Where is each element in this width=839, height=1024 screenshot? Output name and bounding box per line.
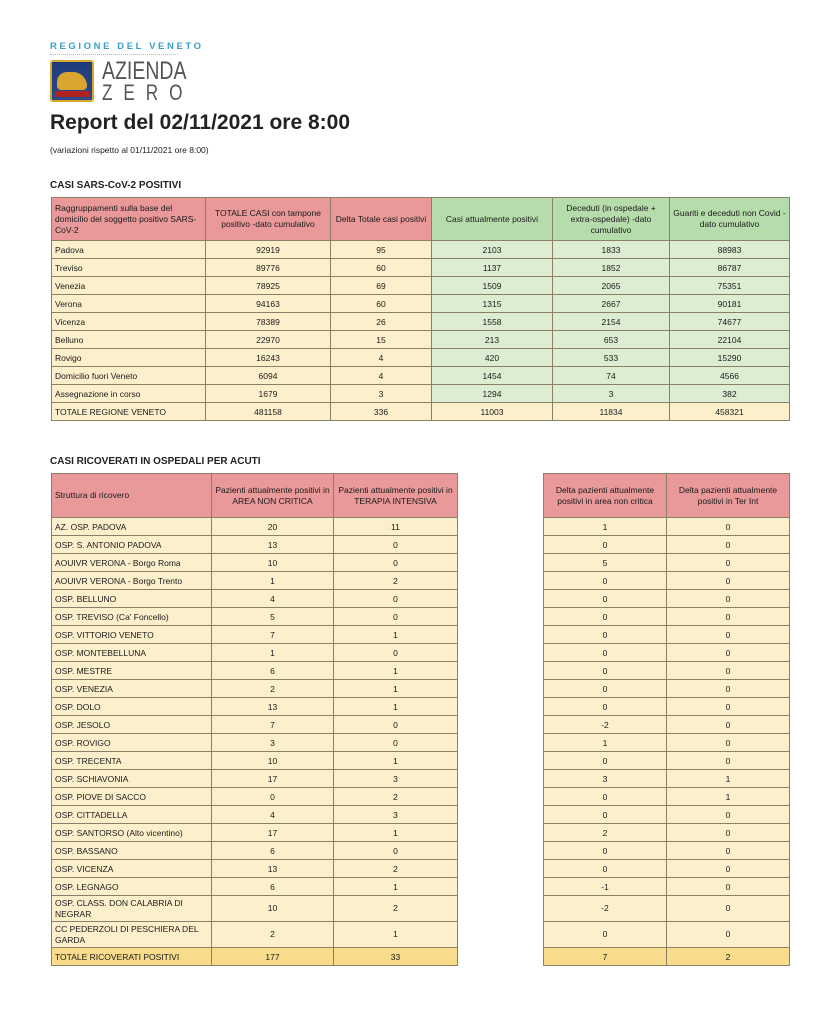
row-label: Belluno <box>52 331 206 349</box>
cell-value: 3 <box>331 385 432 403</box>
table-row <box>52 644 458 662</box>
cell-value: 1315 <box>432 295 553 313</box>
cell-value: 92919 <box>206 241 331 259</box>
cell-value: 0 <box>334 590 458 608</box>
cell-value: 1 <box>334 680 458 698</box>
cell-value: 2154 <box>553 313 670 331</box>
row-label: OSP. MESTRE <box>52 662 212 680</box>
cell-value: 1509 <box>432 277 553 295</box>
row-label: OSP. CLASS. DON CALABRIA DI NEGRAR <box>52 896 212 922</box>
table-row <box>52 734 458 752</box>
cell-value: 10 <box>212 896 334 922</box>
col-header: Guariti e deceduti non Covid - dato cumulativo <box>670 198 790 241</box>
cell-value: 22104 <box>670 331 790 349</box>
table-row <box>52 752 458 770</box>
cell-value: 95 <box>331 241 432 259</box>
delta-value: 0 <box>544 860 667 878</box>
table-row <box>544 518 790 536</box>
cell-value: 2 <box>334 860 458 878</box>
row-label: AOUIVR VERONA - Borgo Roma <box>52 554 212 572</box>
cell-value: 1 <box>212 572 334 590</box>
section-title-ricoverati: CASI RICOVERATI IN OSPEDALI PER ACUTI <box>50 456 261 467</box>
delta-value: 0 <box>667 572 790 590</box>
cell-value: 10 <box>212 752 334 770</box>
cell-value: 11003 <box>432 403 553 421</box>
row-label: OSP. PIOVE DI SACCO <box>52 788 212 806</box>
table-row <box>544 590 790 608</box>
cell-value: 2 <box>334 572 458 590</box>
table-row <box>52 680 458 698</box>
delta-value: 0 <box>667 644 790 662</box>
cell-value: 60 <box>331 295 432 313</box>
delta-value: 0 <box>667 536 790 554</box>
delta-value: 0 <box>544 698 667 716</box>
lion-emblem-icon <box>50 60 94 102</box>
table-row <box>544 680 790 698</box>
row-label: OSP. TRECENTA <box>52 752 212 770</box>
section-title-positivi: CASI SARS-CoV-2 POSITIVI <box>50 180 182 191</box>
table-row <box>52 331 790 349</box>
delta-value: 2 <box>667 948 790 966</box>
row-label: OSP. VICENZA <box>52 860 212 878</box>
table-row <box>544 662 790 680</box>
table-row <box>52 385 790 403</box>
cell-value: 213 <box>432 331 553 349</box>
delta-value: 0 <box>667 842 790 860</box>
delta-value: 0 <box>667 824 790 842</box>
cell-value: 26 <box>331 313 432 331</box>
cell-value: 7 <box>212 716 334 734</box>
delta-value: 1 <box>667 770 790 788</box>
table-row <box>52 277 790 295</box>
delta-value: 2 <box>544 824 667 842</box>
row-label: OSP. SANTORSO (Alto vicentino) <box>52 824 212 842</box>
cell-value: 1 <box>334 824 458 842</box>
table-row <box>52 716 458 734</box>
delta-value: 0 <box>667 608 790 626</box>
cell-value: 382 <box>670 385 790 403</box>
cell-value: 2 <box>334 788 458 806</box>
row-label: AOUIVR VERONA - Borgo Trento <box>52 572 212 590</box>
cell-value: 0 <box>334 842 458 860</box>
delta-value: 0 <box>544 680 667 698</box>
table-row <box>52 662 458 680</box>
cell-value: 2 <box>212 922 334 948</box>
cell-value: 653 <box>553 331 670 349</box>
delta-value: 0 <box>667 698 790 716</box>
row-label: OSP. BASSANO <box>52 842 212 860</box>
row-label: OSP. MONTEBELLUNA <box>52 644 212 662</box>
delta-value: 0 <box>544 752 667 770</box>
table-row <box>544 770 790 788</box>
table-row <box>544 752 790 770</box>
row-label: OSP. LEGNAGO <box>52 878 212 896</box>
cell-value: 6 <box>212 662 334 680</box>
table-row <box>52 572 458 590</box>
table-row <box>544 824 790 842</box>
cell-value: 13 <box>212 698 334 716</box>
table-row <box>544 922 790 948</box>
cell-value: 90181 <box>670 295 790 313</box>
cell-value: 1 <box>334 752 458 770</box>
row-label: TOTALE RICOVERATI POSITIVI <box>52 948 212 966</box>
total-row <box>52 948 458 966</box>
cell-value: 0 <box>334 734 458 752</box>
cell-value: 1 <box>334 922 458 948</box>
delta-value: 0 <box>667 752 790 770</box>
cell-value: 10 <box>212 554 334 572</box>
cell-value: 11 <box>334 518 458 536</box>
cell-value: 1558 <box>432 313 553 331</box>
delta-value: 0 <box>667 626 790 644</box>
cell-value: 177 <box>212 948 334 966</box>
delta-value: 0 <box>544 644 667 662</box>
delta-value: 1 <box>667 788 790 806</box>
delta-value: 0 <box>667 716 790 734</box>
cell-value: 1 <box>212 644 334 662</box>
cell-value: 1852 <box>553 259 670 277</box>
row-label: Verona <box>52 295 206 313</box>
table-row <box>52 518 458 536</box>
cell-value: 1137 <box>432 259 553 277</box>
cell-value: 458321 <box>670 403 790 421</box>
table-row <box>544 842 790 860</box>
cell-value: 74677 <box>670 313 790 331</box>
cell-value: 20 <box>212 518 334 536</box>
table-row <box>52 842 458 860</box>
row-label: CC PEDERZOLI DI PESCHIERA DEL GARDA <box>52 922 212 948</box>
table-row <box>544 734 790 752</box>
table-row <box>544 806 790 824</box>
cell-value: 2103 <box>432 241 553 259</box>
delta-value: 0 <box>667 554 790 572</box>
cell-value: 4 <box>331 349 432 367</box>
row-label: OSP. SCHIAVONIA <box>52 770 212 788</box>
col-header: Delta pazienti attualmente positivi in area non critica <box>544 474 667 518</box>
cell-value: 78925 <box>206 277 331 295</box>
table-row <box>544 554 790 572</box>
table-row <box>52 367 790 385</box>
row-label: OSP. VENEZIA <box>52 680 212 698</box>
col-header: Pazienti attualmente positivi in AREA NON CRITICA <box>212 474 334 518</box>
table-row <box>544 788 790 806</box>
table-row <box>52 770 458 788</box>
delta-value: 1 <box>544 734 667 752</box>
table-row <box>544 626 790 644</box>
col-header: Delta Totale casi positivi <box>331 198 432 241</box>
cell-value: 6 <box>212 878 334 896</box>
table-row <box>52 259 790 277</box>
delta-value: 0 <box>544 536 667 554</box>
delta-value: 0 <box>667 860 790 878</box>
row-label: Assegnazione in corso <box>52 385 206 403</box>
delta-value: 0 <box>667 806 790 824</box>
cell-value: 0 <box>334 554 458 572</box>
delta-value: 3 <box>544 770 667 788</box>
cell-value: 86787 <box>670 259 790 277</box>
cell-value: 3 <box>212 734 334 752</box>
cell-value: 16243 <box>206 349 331 367</box>
cell-value: 0 <box>334 716 458 734</box>
row-label: AZ. OSP. PADOVA <box>52 518 212 536</box>
col-header: Pazienti attualmente positivi in TERAPIA INTENSIVA <box>334 474 458 518</box>
table-row <box>52 788 458 806</box>
page-title: Report del 02/11/2021 ore 8:00 <box>50 111 350 134</box>
cell-value: 481158 <box>206 403 331 421</box>
cell-value: 6094 <box>206 367 331 385</box>
delta-value: 1 <box>544 518 667 536</box>
row-label: OSP. TREVISO (Ca' Foncello) <box>52 608 212 626</box>
row-label: OSP. VITTORIO VENETO <box>52 626 212 644</box>
table-row <box>52 860 458 878</box>
row-label: Venezia <box>52 277 206 295</box>
ricoverati-table <box>51 473 458 966</box>
row-label: OSP. S. ANTONIO PADOVA <box>52 536 212 554</box>
cell-value: 1294 <box>432 385 553 403</box>
row-label: Domicilio fuori Veneto <box>52 367 206 385</box>
total-row <box>544 948 790 966</box>
table-row <box>52 608 458 626</box>
cell-value: 13 <box>212 860 334 878</box>
cell-value: 1 <box>334 662 458 680</box>
table-row <box>544 536 790 554</box>
delta-value: 0 <box>667 734 790 752</box>
table-row <box>52 349 790 367</box>
delta-value: 5 <box>544 554 667 572</box>
col-header: Delta pazienti attualmente positivi in Ter Int <box>667 474 790 518</box>
region-label: REGIONE DEL VENETO <box>50 41 178 55</box>
cell-value: 0 <box>334 608 458 626</box>
delta-value: 0 <box>667 590 790 608</box>
page-subtitle: (variazioni rispetto al 01/11/2021 ore 8:00) <box>50 145 209 155</box>
cell-value: 2667 <box>553 295 670 313</box>
table-row <box>52 806 458 824</box>
table-row <box>52 824 458 842</box>
positivi-table <box>51 197 790 421</box>
delta-value: 0 <box>544 590 667 608</box>
cell-value: 4 <box>331 367 432 385</box>
table-row <box>52 698 458 716</box>
cell-value: 78389 <box>206 313 331 331</box>
table-row <box>52 241 790 259</box>
cell-value: 89776 <box>206 259 331 277</box>
table-row <box>52 313 790 331</box>
delta-value: 0 <box>667 878 790 896</box>
delta-value: 0 <box>544 788 667 806</box>
delta-value: -1 <box>544 878 667 896</box>
cell-value: 2 <box>334 896 458 922</box>
cell-value: 7 <box>212 626 334 644</box>
cell-value: 1454 <box>432 367 553 385</box>
delta-value: 0 <box>544 572 667 590</box>
logo-text-azienda: AZIENDA <box>102 57 187 85</box>
table-row <box>52 626 458 644</box>
row-label: OSP. CITTADELLA <box>52 806 212 824</box>
table-row <box>544 608 790 626</box>
table-row <box>544 878 790 896</box>
cell-value: 4 <box>212 806 334 824</box>
cell-value: 94163 <box>206 295 331 313</box>
cell-value: 4566 <box>670 367 790 385</box>
cell-value: 17 <box>212 770 334 788</box>
cell-value: 4 <box>212 590 334 608</box>
delta-value: 0 <box>667 922 790 948</box>
table-row <box>52 536 458 554</box>
delta-value: 0 <box>667 662 790 680</box>
delta-value: 0 <box>667 680 790 698</box>
cell-value: 2 <box>212 680 334 698</box>
row-label: OSP. ROVIGO <box>52 734 212 752</box>
table-row <box>544 896 790 922</box>
table-row <box>52 295 790 313</box>
cell-value: 13 <box>212 536 334 554</box>
cell-value: 6 <box>212 842 334 860</box>
cell-value: 2065 <box>553 277 670 295</box>
row-label: TOTALE REGIONE VENETO <box>52 403 206 421</box>
cell-value: 74 <box>553 367 670 385</box>
cell-value: 15 <box>331 331 432 349</box>
cell-value: 420 <box>432 349 553 367</box>
col-header: Casi attualmente positivi <box>432 198 553 241</box>
ricoverati-delta-table <box>543 473 790 966</box>
delta-value: 0 <box>667 896 790 922</box>
table-row <box>544 572 790 590</box>
cell-value: 336 <box>331 403 432 421</box>
cell-value: 17 <box>212 824 334 842</box>
table-row <box>52 896 458 922</box>
table-row <box>52 922 458 948</box>
table-row <box>52 878 458 896</box>
row-label: Treviso <box>52 259 206 277</box>
cell-value: 1 <box>334 878 458 896</box>
cell-value: 3 <box>334 770 458 788</box>
delta-value: 0 <box>544 662 667 680</box>
cell-value: 11834 <box>553 403 670 421</box>
cell-value: 3 <box>334 806 458 824</box>
row-label: Vicenza <box>52 313 206 331</box>
col-header: Struttura di ricovero <box>52 474 212 518</box>
cell-value: 69 <box>331 277 432 295</box>
cell-value: 1833 <box>553 241 670 259</box>
delta-value: -2 <box>544 716 667 734</box>
table-row <box>52 590 458 608</box>
cell-value: 1679 <box>206 385 331 403</box>
delta-value: 0 <box>667 518 790 536</box>
delta-value: 0 <box>544 842 667 860</box>
col-header: TOTALE CASI con tampone positivo -dato cumulativo <box>206 198 331 241</box>
col-header: Deceduti (in ospedale + extra-ospedale) -dato cumulativo <box>553 198 670 241</box>
cell-value: 1 <box>334 626 458 644</box>
cell-value: 22970 <box>206 331 331 349</box>
cell-value: 1 <box>334 698 458 716</box>
delta-value: 0 <box>544 608 667 626</box>
row-label: Padova <box>52 241 206 259</box>
delta-value: 0 <box>544 922 667 948</box>
cell-value: 75351 <box>670 277 790 295</box>
cell-value: 15290 <box>670 349 790 367</box>
cell-value: 5 <box>212 608 334 626</box>
table-row <box>544 698 790 716</box>
delta-value: 0 <box>544 626 667 644</box>
row-label: Rovigo <box>52 349 206 367</box>
table-row <box>544 716 790 734</box>
delta-value: 0 <box>544 806 667 824</box>
delta-value: 7 <box>544 948 667 966</box>
cell-value: 3 <box>553 385 670 403</box>
table-row <box>544 644 790 662</box>
total-row <box>52 403 790 421</box>
delta-value: -2 <box>544 896 667 922</box>
table-row <box>52 554 458 572</box>
cell-value: 0 <box>334 644 458 662</box>
cell-value: 0 <box>334 536 458 554</box>
cell-value: 88983 <box>670 241 790 259</box>
table-row <box>544 860 790 878</box>
cell-value: 33 <box>334 948 458 966</box>
row-label: OSP. JESOLO <box>52 716 212 734</box>
cell-value: 60 <box>331 259 432 277</box>
row-label: OSP. BELLUNO <box>52 590 212 608</box>
col-header: Raggruppamenti sulla base del domicilio del soggetto positivo SARS-CoV-2 <box>52 198 206 241</box>
logo-text-zero: ZERO <box>102 80 194 105</box>
row-label: OSP. DOLO <box>52 698 212 716</box>
cell-value: 0 <box>212 788 334 806</box>
cell-value: 533 <box>553 349 670 367</box>
